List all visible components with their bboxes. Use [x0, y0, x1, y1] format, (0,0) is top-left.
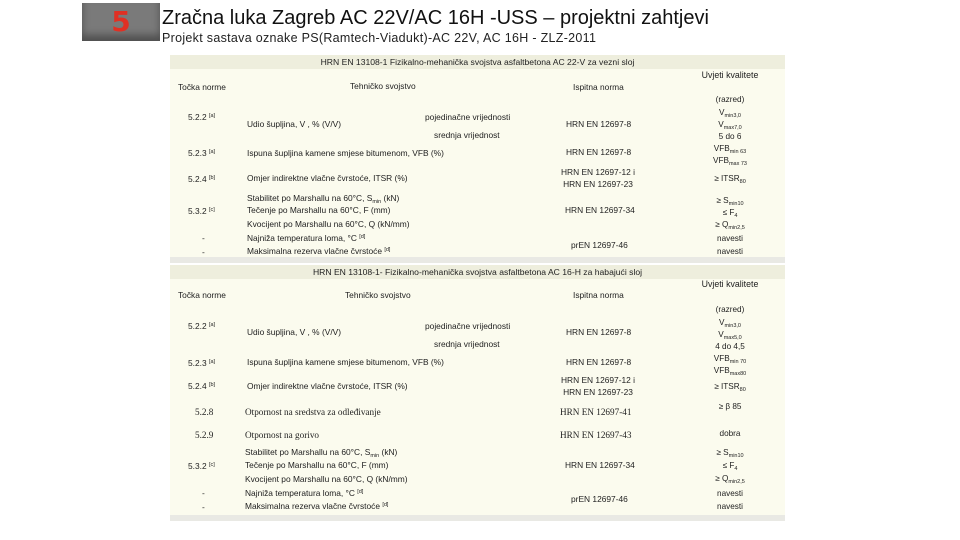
table-2-footer-bar [170, 515, 785, 521]
quality-value: $V_{max5,0}$ [718, 330, 742, 341]
table-row-property: Maksimalna rezerva vlačne čvrstoće [d] [245, 501, 389, 511]
table-1-header-property: Tehničko svojstvo [350, 81, 416, 91]
table-row-property: Udio šupljina, V , % (V/V) [247, 119, 342, 129]
table-row-property: Tečenje po Marshallu na 60°C, F (mm) [245, 460, 389, 470]
table-row-property: Ispuna šupljina kamene smjese bitumenom, VFB (%) [247, 357, 444, 367]
slide-subtitle: Projekt sastava oznake PS(Ramtech-Viadukt)-AC 22V, AC 16H - ZLZ-2011 [162, 31, 597, 45]
table-row-property: Udio šupljina, V , % (V/V) [247, 327, 342, 337]
table-row-point: 5.2.9 [195, 430, 214, 440]
table-row-point: 5.2.3 [a] [188, 148, 216, 158]
quality-value: ≤ $F_4$ [722, 208, 738, 219]
slide-title: Zračna luka Zagreb AC 22V/AC 16H -USS – projektni zahtjevi [162, 7, 709, 29]
table-row-point: 5.2.2 [a] [188, 112, 216, 122]
table-row-property: Stabilitet po Marshallu na 60°C, $S_{min}$ (kN) [245, 447, 398, 459]
table-row-dash: - [202, 502, 205, 512]
table-row-property: Tečenje po Marshallu na 60°C, F (mm) [247, 205, 391, 215]
table-row-method: HRN EN 12697-41 [560, 407, 632, 417]
table-row-method: HRN EN 12697-8 [566, 357, 632, 367]
table-row-method: HRN EN 12697-23 [563, 179, 633, 189]
table-row-method: HRN EN 12697-8 [566, 147, 632, 157]
table-2-header-point: Točka norme [178, 290, 226, 300]
quality-value: 4 do 4,5 [715, 342, 745, 351]
table-2-header-quality: Uvjeti kvalitete [701, 279, 759, 289]
table-row-method: HRN EN 12697-12 i [560, 167, 635, 177]
table-1-header-point: Točka norme [178, 82, 226, 92]
table-row-property: Ispuna šupljina kamene smjese bitumenom, VFB (%) [247, 148, 444, 158]
table-2-caption: HRN EN 13108-1- Fizikalno-mehanička svojstva asfaltbetona AC 16-H za habajući sloj [170, 265, 785, 279]
table-2-header-property: Tehničko svojstvo [345, 290, 411, 300]
table-row-property: Stabilitet po Marshallu na 60°C, $S_{min}$ (kN) [247, 193, 400, 205]
table-row-property: Maksimalna rezerva vlačne čvrstoće [d] [247, 246, 391, 256]
quality-value: ≥ $ITSR_{80}$ [714, 382, 746, 393]
quality-value: $VFB_{min 70}$ [713, 354, 747, 365]
quality-value: ≥ $Q_{min2,5}$ [715, 220, 745, 231]
table-1-header-method: Ispitna norma [573, 82, 624, 92]
slide-number-badge: 5 [82, 3, 160, 41]
quality-value: dobra [719, 429, 741, 438]
quality-value: $V_{min3,0}$ [719, 108, 741, 119]
table-row-dash: - [202, 247, 205, 257]
table-row-point: 5.3.2 [c] [188, 206, 215, 216]
table-row-property: Najniža temperatura loma, °C [d] [247, 233, 366, 243]
table-row-property: Najniža temperatura loma, °C [d] [245, 488, 364, 498]
table-row-point: 5.2.3 [a] [188, 358, 216, 368]
table-row-dash: - [202, 233, 205, 243]
table-1-caption: HRN EN 13108-1 Fizikalno-mehanička svojstva asfaltbetona AC 22-V za vezni sloj [170, 55, 785, 69]
quality-value: $VFB_{min 63}$ [713, 144, 747, 155]
table-row-method: HRN EN 12697-43 [560, 430, 632, 440]
table-row-subproperty: srednja vrijednost [434, 339, 500, 349]
table-row-point: 5.3.2 [c] [188, 461, 215, 471]
quality-value: navesti [717, 502, 743, 511]
quality-value: 5 do 6 [718, 132, 742, 141]
table-row-dash: - [202, 488, 205, 498]
quality-value: navesti [717, 234, 743, 243]
table-row-method: HRN EN 12697-34 [565, 460, 635, 470]
quality-value: $VFB_{max 73}$ [713, 156, 747, 167]
table-row-subproperty: pojedinačne vrijednosti [425, 112, 511, 122]
quality-value: navesti [717, 489, 743, 498]
table-row-method: prEN 12697-46 [571, 494, 628, 504]
table-row-method: HRN EN 12697-12 i [560, 375, 635, 385]
table-row-method: HRN EN 12697-23 [563, 387, 633, 397]
quality-value: ≥ $S_{min10}$ [716, 448, 744, 459]
table-row-method: HRN EN 12697-8 [566, 119, 632, 129]
table-1-header-quality-sub: (razred) [715, 95, 745, 104]
table-1-header-quality: Uvjeti kvalitete [701, 70, 759, 80]
table-row-subproperty: pojedinačne vrijednosti [425, 321, 511, 331]
quality-value: ≥ $Q_{min2,5}$ [715, 474, 745, 485]
table-row-property: Omjer indirektne vlačne čvrstoće, ITSR (%) [247, 173, 408, 183]
quality-value: $V_{min3,0}$ [719, 318, 741, 329]
quality-value: navesti [717, 247, 743, 256]
table-row-property: Kvocijent po Marshallu na 60°C, Q (kN/mm) [247, 219, 410, 229]
table-row-property: Otpornost na gorivo [245, 430, 320, 440]
table-row-point: 5.2.8 [195, 407, 214, 417]
table-row-property: Omjer indirektne vlačne čvrstoće, ITSR (%) [247, 381, 408, 391]
quality-value: ≤ $F_4$ [722, 461, 738, 472]
table-row-point: 5.2.4 [b] [188, 174, 216, 184]
table-row-method: prEN 12697-46 [571, 240, 628, 250]
quality-value: ≥ β 85 [718, 402, 742, 411]
table-1-footer-bar [170, 257, 785, 263]
table-row-property: Kvocijent po Marshallu na 60°C, Q (kN/mm) [245, 474, 408, 484]
quality-value: $V_{max7,0}$ [718, 120, 742, 131]
table-row-point: 5.2.2 [a] [188, 321, 216, 331]
table-row-method: HRN EN 12697-8 [566, 327, 632, 337]
table-row-point: 5.2.4 [b] [188, 381, 216, 391]
quality-value: ≥ $ITSR_{80}$ [714, 174, 746, 185]
quality-value: $VFB_{max80}$ [713, 366, 747, 377]
quality-value: ≥ $S_{min10}$ [716, 196, 744, 207]
table-row-property: Otpornost na sredstva za odleđivanje [245, 407, 381, 417]
table-2-header-quality-sub: (razred) [715, 305, 745, 314]
table-row-method: HRN EN 12697-34 [565, 205, 635, 215]
table-row-subproperty: srednja vrijednost [434, 130, 500, 140]
table-2-header-method: Ispitna norma [573, 290, 624, 300]
